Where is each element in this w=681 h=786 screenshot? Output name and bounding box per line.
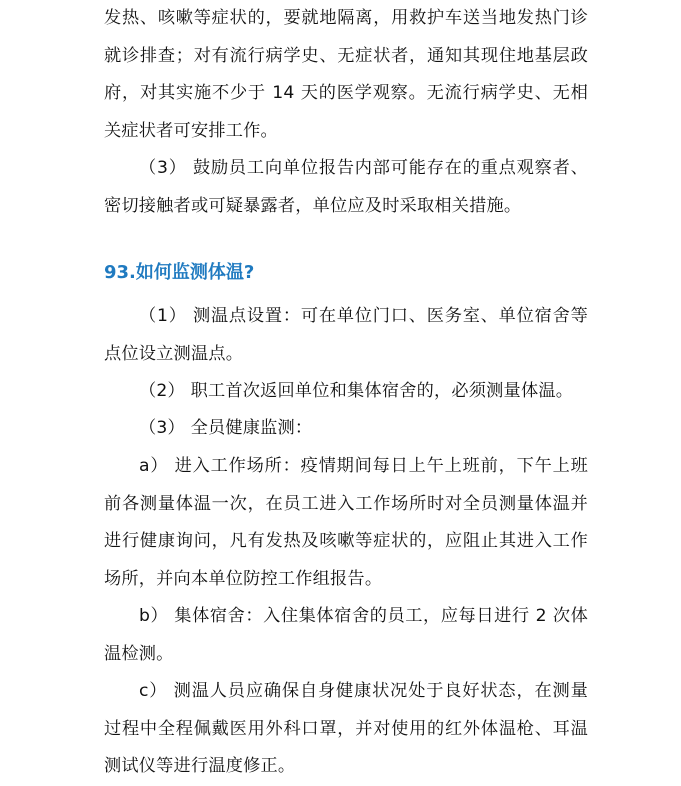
item-first-return-measurement: （2） 职工首次返回单位和集体宿舍的，必须测量体温。: [139, 381, 574, 401]
item-a-entering-workplace: a） 进入工作场所：疫情期间每日上午上班前，下午上班前各测量体温一次，在员工进入工作场所时对全员测量体温并进行健康询问，凡有发热及咳嗽等症状的，应阻止其进入工作场所，并向本单位防控工作组报告。: [104, 456, 588, 589]
item-c-thermometry-staff: c） 测温人员应确保自身健康状况处于良好状态，在测量过程中全程佩戴医用外科口罩，并对使用的红外体温枪、耳温测试仪等进行温度修正。: [104, 681, 588, 776]
section-heading: 93.如何监测体温?: [104, 262, 255, 283]
item-thermometry-point-setup: （1） 测温点设置：可在单位门口、医务室、单位宿舍等点位设立测温点。: [104, 306, 588, 364]
item-full-staff-monitoring: （3） 全员健康监测：: [139, 418, 313, 438]
paragraph-continuation: 发热、咳嗽等症状的，要就地隔离，用救护车送当地发热门诊就诊排查；对有流行病学史、无症状者，通知其现住地基层政府，对其实施不少于 14 天的医学观察。无流行病学史、无相关症状者可安排工作。: [104, 8, 588, 141]
item-b-dormitory: b） 集体宿舍：入住集体宿舍的员工，应每日进行 2 次体温检测。: [104, 606, 588, 664]
paragraph-item-3-encourage-reporting: （3） 鼓励员工向单位报告内部可能存在的重点观察者、密切接触者或可疑暴露者，单位应及时采取相关措施。: [104, 158, 588, 216]
